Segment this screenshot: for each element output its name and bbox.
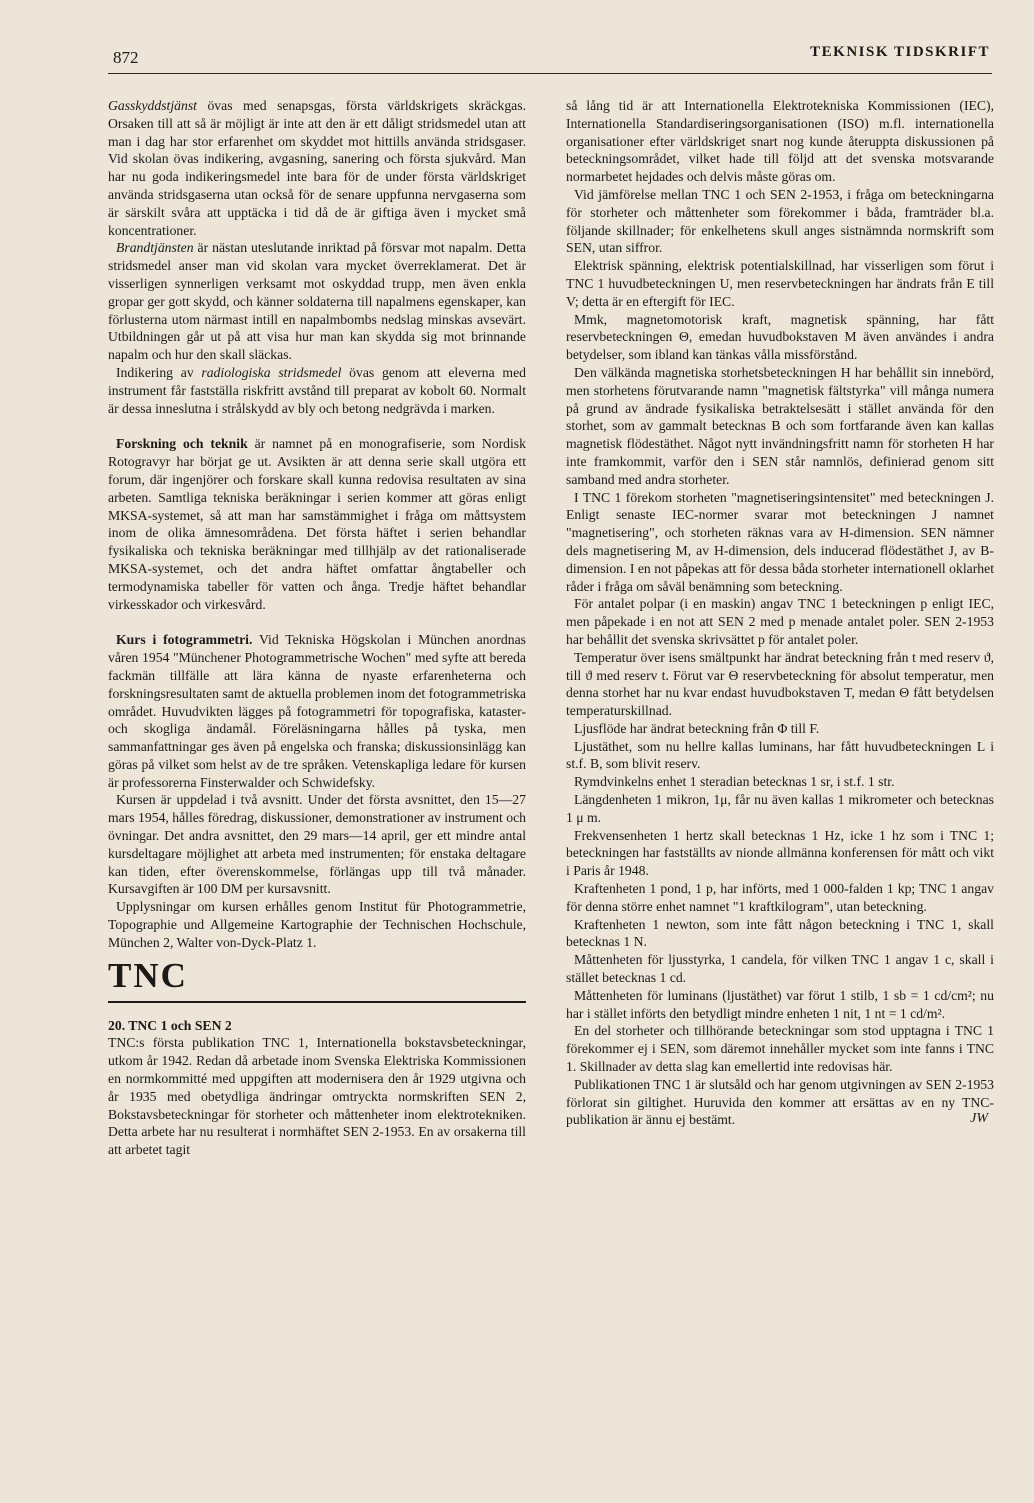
right-p2: Vid jämförelse mellan TNC 1 och SEN 2-1953, i fråga om beteckningarna för storheter och måttenheter som förekommer i båda, framträder bl.a. följande skillnader; för enkelhetens skull anges sistnämnda normskrift som SEN, utan siffror. bbox=[566, 186, 994, 256]
course-text: Vid Tekniska Högskolan i München anordnas våren 1954 "Münchener Photogrammetrische Wochen" med syfte att bereda fackmän tillfälle att lära känna de nyaste erfarenheterna och forskningsresultaten samt de aktuella problemen inom det fotogrammetriska området. Huvudvikten lägges på fotogrammetri för topografiska, kataster- och skogliga ändamål. Föreläsningarna hålles på tyska, men sammanfattningar ges även på engelska och franska; diskussionsinlägg kan göras på vilket som helst av de tre språken. Vetenskapliga ledare för kursen är professorerna Finsterwalder och Schwidefsky. bbox=[108, 632, 526, 790]
right-p10: Ljustäthet, som nu hellre kallas luminans, har fått huvudbeteckningen L i st.f. B, som blivit reserv. bbox=[566, 738, 994, 772]
gas-lead: Gasskyddstjänst bbox=[108, 98, 197, 113]
right-p5: Den välkända magnetiska storhetsbeteckningen H har behållit sin innebörd, men storhetens förutvarande namn "magnetisk fältstyrka" vill många numera på grund av ändrade fysikaliska betraktelsesätt i stället använda för den storhet, som av gammalt betecknas B och som fortfarande även kan kallas magnetisk flödestäthet. Något nytt invändningsfritt namn för storheten H har inte framkommit, varför den i SEN står namnlös, definierad genom sitt samband med andra storheter. bbox=[566, 364, 994, 487]
fire-paragraph bbox=[108, 239, 526, 364]
right-p12: Längdenheten 1 mikron, 1μ, får nu även kallas 1 mikrometer och betecknas 1 μ m. bbox=[566, 792, 994, 825]
research-paragraph bbox=[108, 435, 526, 613]
right-p13: Frekvensenheten 1 hertz skall betecknas 1 Hz, icke 1 hz som i TNC 1; beteckningen har fastställts av nionde allmänna konferensen för mått och vikt i Paris år 1948. bbox=[566, 827, 994, 879]
research-text: är namnet på en monografiserie, som Nordisk Rotogravyr har börjat ge ut. Avsikten är att denna serie skall utgöra ett forum, där ingenjörer och forskare skall kunna redovisa resultaten av sina arbeten. Samtliga tekniska beräkningar i serien kommer att göras enligt MKSA-systemet, så att man har samstämmighet i fråga om måttsystem inom de olika ämnesområdena. Det första häftet i serien behandlar fysikaliska och tekniska beräkningar med tillhjälp av det rationaliserade MKSA-systemet, och det andra häftet omfattar ångtabeller och termodynamiska tabeller för vatten och ånga. Tredje häftet behandlar virkesskador och virkesvård. bbox=[108, 436, 526, 612]
gas-text: övas med senapsgas, första världskrigets skräckgas. Orsaken till att så är möjligt är inte att den är ett dåligt stridsmedel utan att man i dag har stor erfarenhet om skyddet mot hittills använda stridsgaser. Vid skolan övas indikering, avgasning, sanering och första sjukvård. Man har nu goda indikeringsmedel inte bara för de under första världskriget använda stridsgaserna utan också för de senare uppfunna nervgaserna som är särskilt svåra att upptäcka i tid då de är giftiga även i mycket små koncentrationer. bbox=[108, 98, 526, 238]
page-number: 872 bbox=[113, 48, 139, 67]
signature: JW bbox=[970, 1111, 988, 1127]
tnc-heading: TNC bbox=[108, 955, 188, 995]
right-p4: Mmk, magnetomotorisk kraft, magnetisk spänning, har fått reservbeteckningen Θ, emedan huvudbokstaven M även användes i andra betydelser, som ibland kan tänkas vålla missförstånd. bbox=[566, 311, 994, 363]
radio-text: övas genom att eleverna med instrument får fastställa riskfritt avstånd till preparat av kobolt 60. Normalt är dessa inneslutna i strålskydd av bly och betong nedgrävda i marken. bbox=[108, 364, 526, 416]
left-column bbox=[108, 97, 526, 1159]
right-p1: så lång tid är att Internationella Elektrotekniska Kommissionen (IEC), Internationella Standardiseringsorganisationen (ISO) m.fl. internationella organisationer efter världskriget snart nog kunde återuppta diskussionen på beteckningsområdet, vilket hade till följd att det svenska motsvarande normarbetet hejdades och delvis måste göras om. bbox=[566, 98, 994, 185]
tnc-rule bbox=[108, 1001, 526, 1003]
right-p11: Rymdvinkelns enhet 1 steradian betecknas 1 sr, i st.f. 1 str. bbox=[574, 774, 895, 790]
radio-lead: radiologiska stridsmedel bbox=[201, 364, 342, 380]
right-p16: Måttenheten för ljusstyrka, 1 candela, för vilken TNC 1 angav 1 c, skall i stället betecknas 1 cd. bbox=[566, 952, 994, 986]
radio-pre: Indikering av bbox=[116, 364, 202, 380]
right-p19: Publikationen TNC 1 är slutsåld och har genom utgivningen av SEN 2-1953 förlorat sin giltighet. Huruvida den kommer att ersättas av en ny TNC-publikation är ännu ej bestämt. bbox=[566, 1076, 994, 1128]
right-p8: Temperatur över isens smältpunkt har ändrat beteckning från t med reserv ϑ, till ϑ med reserv t. Förut var Θ reservbeteckning för absolut temperatur, men denna storhet har nu kvar endast huvudbokstaven T, medan Θ fått betydelsen temperaturskillnad. bbox=[566, 649, 994, 719]
radio-paragraph bbox=[108, 364, 526, 417]
gas-paragraph bbox=[108, 97, 526, 239]
fire-lead: Brandtjänsten bbox=[116, 240, 194, 256]
item-title: 20. TNC 1 och SEN 2 bbox=[108, 1017, 232, 1033]
right-p17: Måttenheten för luminans (ljustäthet) var förut 1 stilb, 1 sb = 1 cd/cm²; nu har i stället införts den betydligt mindre enheten 1 nit, 1 nt = 1 cd/m². bbox=[566, 987, 994, 1021]
header-rule bbox=[108, 73, 992, 74]
fire-text: är nästan uteslutande inriktad på försvar mot napalm. Detta stridsmedel anser man vid skolan vara mycket överreklamerat. Det är visserligen synnerligen verksamt mot oskyddad trupp, men även enkla gropar ger gott skydd, och känner soldaterna till napalmens egenskaper, kan förlusterna utom närmast intill en napalmbombs nedslag minskas avsevärt. Utbildningen går ut på att visa hur man kan skydda sig mot brinnande napalm och hur den skall släckas. bbox=[108, 240, 526, 363]
course-lead: Kurs i fotogrammetri. bbox=[116, 632, 253, 648]
item-text: TNC:s första publikation TNC 1, Internationella bokstavsbeteckningar, utkom år 1942. Redan då arbetade inom Svenska Elektriska Kommissionen en normkommitté med uppgiften att modernisera den år 1929 utgivna och år 1935 med obetydliga ändringar omtryckta normskriften SEN 2, Bokstavsbeteckningar för storheter och måttenheter inom elektrotekniken. Detta arbete har nu resulterat i normhäftet SEN 2-1953. En av orsakerna till att arbetet tagit bbox=[108, 1035, 526, 1158]
right-p3: Elektrisk spänning, elektrisk potentialskillnad, har visserligen som förut i TNC 1 huvudbeteckningen U, men reservbeteckningen har ändrats från E till V; detta är en eftergift för IEC. bbox=[566, 258, 994, 309]
right-p6: I TNC 1 förekom storheten "magnetiseringsintensitet" med beteckningen J. Enligt senaste IEC-normer svarar mot beteckningen J namnet "magnetisering", och storheten räknas vara av H-dimension. SEN nämner dels magnetisering M, av H-dimension, dels inducerad flödestäthet J, av B-dimension. I en not påpekas att för dessa båda storheter internationell oklarhet råder i fråga om såväl benämning som beteckning. bbox=[566, 489, 994, 594]
right-p7: För antalet polpar (i en maskin) angav TNC 1 beteckningen p enligt IEC, men påpekade i en not att SEN 2 med p menade antalet poler. SEN 2-1953 har behållit det svenska skrivsättet p för antalet poler. bbox=[566, 596, 994, 647]
right-p15: Kraftenheten 1 newton, som inte fått någon beteckning i TNC 1, skall betecknas 1 N. bbox=[566, 916, 994, 950]
research-lead: Forskning och teknik bbox=[116, 436, 248, 452]
course-paragraph-2: Kursen är uppdelad i två avsnitt. Under det första avsnittet, den 15—27 mars 1954, hålles föredrag, diskussioner, demonstrationer av instrument och övningar. Det andra avsnittet, den 29 mars—14 april, ger ett mindre antal kursdeltagare möjlighet att arbeta med instrumenten; för enstaka deltagare kan tiden, efter överenskommelse, förlängas upp till två månader. Kursavgiften är 100 DM per kursavsnitt. bbox=[108, 792, 526, 897]
journal-title: TEKNISK TIDSKRIFT bbox=[810, 44, 990, 60]
right-p14: Kraftenheten 1 pond, 1 p, har införts, med 1 000-falden 1 kp; TNC 1 angav för denna större enhet namnet "1 kraftkilogram", utan beteckning. bbox=[566, 881, 994, 914]
course-paragraph bbox=[108, 631, 526, 791]
course-paragraph-3: Upplysningar om kursen erhålles genom Institut für Photogrammetrie, Topographie und Allgemeine Kartographie der Technischen Hochschule, München 2, Walter von-Dyck-Platz 1. bbox=[108, 899, 526, 950]
right-p18: En del storheter och tillhörande beteckningar som stod upptagna i TNC 1 förekommer ej i SEN, som däremot innehåller mycket som inte fanns i TNC 1. Skillnader av detta slag kan emellertid inte redovisas här. bbox=[566, 1023, 994, 1075]
right-column bbox=[566, 97, 994, 1127]
right-p9: Ljusflöde har ändrat beteckning från Φ till F. bbox=[574, 720, 820, 736]
